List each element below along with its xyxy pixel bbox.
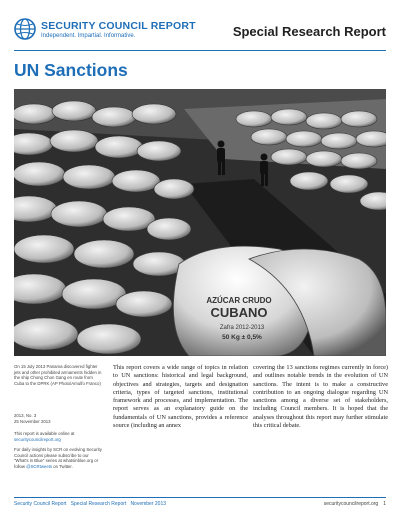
- report-type-label: Special Research Report: [232, 24, 386, 39]
- page-number: 1: [383, 501, 386, 507]
- bag-text-line-4: 50 Kg ± 0,5%: [222, 334, 262, 341]
- photo-caption: On 15 July 2013 Panama discovered fighter jets and other prohibited armaments hidden in the ship Chong Chon Gang en route from Cuba to the DPRK (AP Photo/Arnulfo Franco): [14, 364, 102, 386]
- org-name: SECURITY COUNCIL REPORT: [41, 20, 196, 32]
- issue-number: 2013, No. 3: [14, 413, 37, 418]
- issue-info: [14, 413, 104, 424]
- updates-suffix: on Twitter.: [53, 463, 73, 469]
- footer-right: [324, 501, 386, 507]
- body-column-2: covering the 13 sanctions regimes currently in force) and outlines notable trends in the evolution of UN sanctions. The intent is to make a constructive contribution to an ongoing dialogue regarding UN sanctions among a diverse set of stakeholders, including Council members. It is hoped that the analyses throughout this report may further stimulate this critical debate.: [253, 364, 388, 430]
- report-title: UN Sanctions: [14, 60, 128, 80]
- footer-divider: [14, 497, 386, 498]
- availability-link[interactable]: securitycouncilreport.org: [14, 436, 61, 442]
- header-divider: [14, 50, 386, 51]
- bag-text-line-1: AZÚCAR CRUDO: [206, 296, 272, 305]
- issue-date: 25 November 2013: [14, 418, 51, 424]
- footer-left-text: Security Council Report Special Research Report November 2013: [14, 501, 167, 507]
- availability-text: This report is available online at: [14, 431, 75, 436]
- updates-note: [14, 447, 104, 469]
- twitter-handle-link[interactable]: @SCRtweets: [26, 463, 53, 469]
- org-tagline: Independent. Impartial. Informative.: [41, 33, 136, 39]
- body-column-1: This report covers a wide range of topics in relation to UN sanctions: historical and legal background, objectives and strategies, targets and designation criteria, types of targeted sanctions, institutional framework and processes, and implementation. The report serves as an explanatory guide on the fundamentals of UN sanctions, provides a reference source (including an annex: [113, 364, 248, 430]
- bag-text-line-3: Zafra 2012-2013: [219, 325, 265, 331]
- footer-website[interactable]: securitycouncilreport.org: [323, 501, 379, 507]
- bag-text-line-2: CUBANO: [210, 305, 268, 320]
- updates-text: For daily insights by SCR on evolving Security Council actions please subscribe to our "What's in Blue" series at whatsinblue.org or follow: [14, 447, 102, 469]
- report-header: [0, 0, 400, 52]
- globe-logo-icon: [14, 18, 36, 40]
- availability-note: [14, 431, 104, 442]
- cover-photo: [14, 89, 386, 356]
